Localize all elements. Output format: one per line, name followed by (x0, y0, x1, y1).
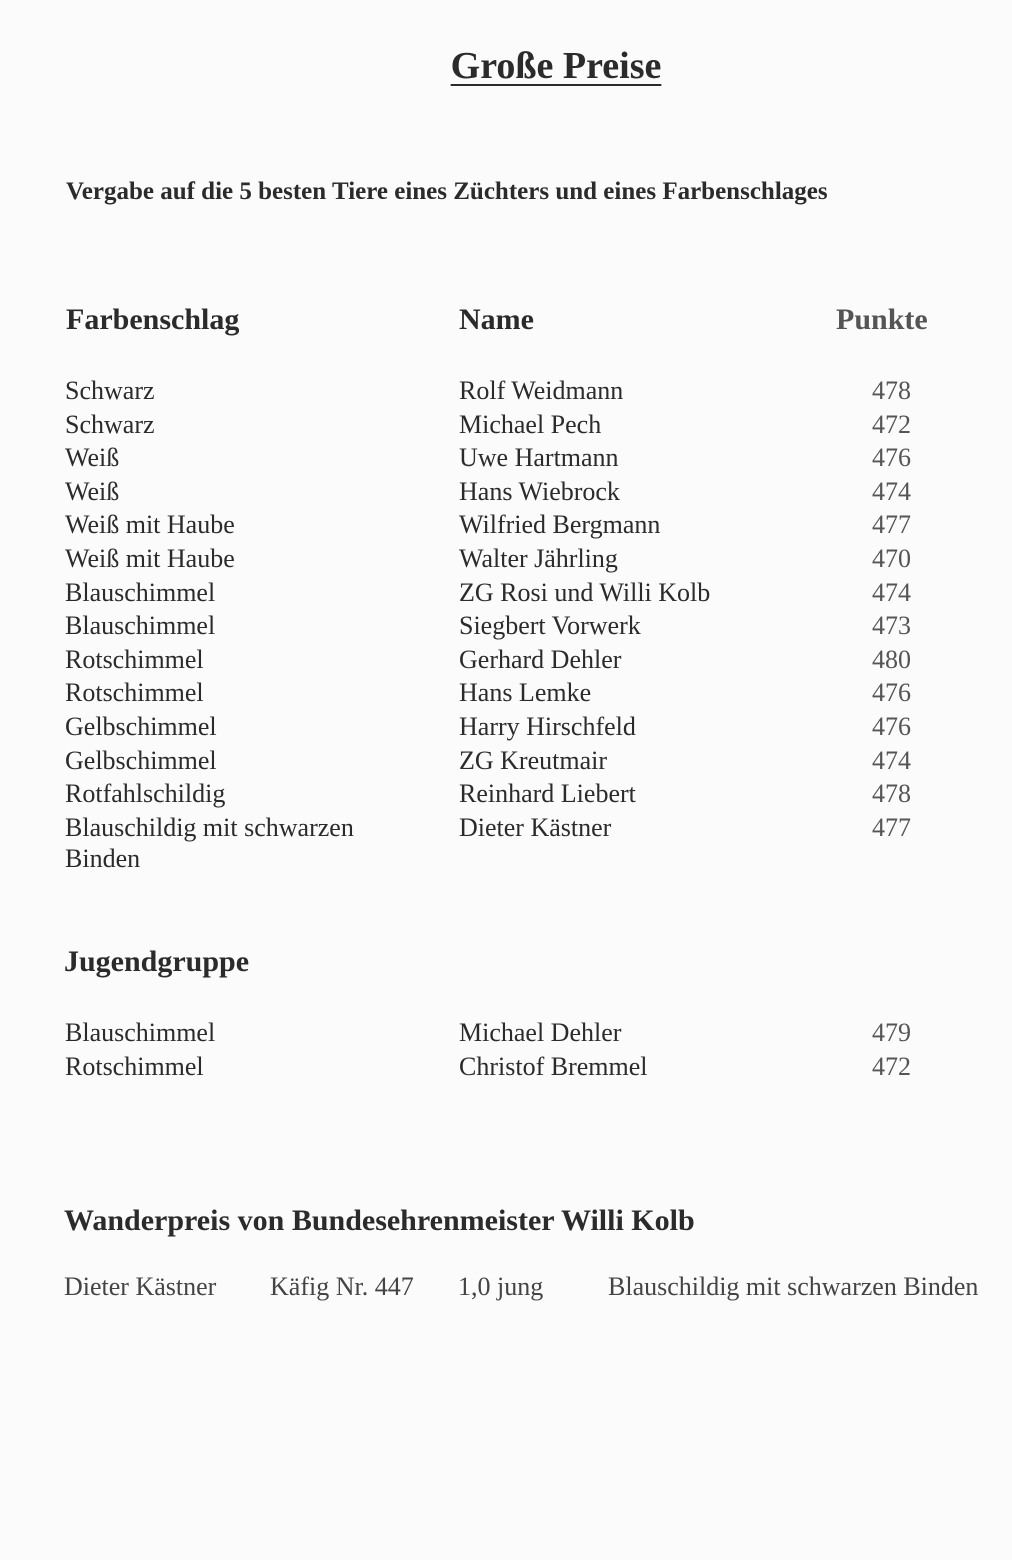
row-points: 477 (872, 510, 911, 540)
row-color: Blauschimmel (65, 577, 216, 607)
youth-heading: Jugendgruppe (64, 945, 250, 978)
trophy-winner: Dieter Kästner (64, 1272, 217, 1301)
page-title: Große Preise (450, 45, 662, 87)
row-name: Uwe Hartmann (459, 443, 619, 473)
row-color: Weiß (65, 476, 120, 506)
row-color: Weiß mit Haube (65, 544, 235, 573)
page-subtitle: Vergabe auf die 5 besten Tiere eines Züchters und eines Farbenschlages (66, 178, 828, 205)
row-color: Gelbschimmel (65, 712, 217, 741)
row-points: 476 (872, 443, 911, 473)
row-points: 472 (872, 409, 911, 439)
row-color: Rotfahlschildig (65, 779, 226, 809)
row-name: Michael Dehler (459, 1018, 622, 1047)
row-points: 474 (872, 476, 911, 506)
row-name: Dieter Kästner (459, 812, 612, 842)
trophy-class: 1,0 jung (458, 1272, 544, 1301)
row-name: Christof Bremmel (459, 1051, 648, 1081)
header-points: Punkte (836, 303, 928, 336)
row-color: Weiß mit Haube (65, 510, 235, 540)
row-name: Harry Hirschfeld (459, 712, 636, 741)
header-color: Farbenschlag (66, 303, 240, 336)
trophy-cage: Käfig Nr. 447 (270, 1272, 414, 1301)
row-name: Siegbert Vorwerk (459, 611, 641, 641)
row-points: 478 (872, 376, 911, 405)
trophy-heading: Wanderpreis von Bundesehrenmeister Willi Kolb (64, 1204, 695, 1237)
row-points: 470 (872, 544, 911, 573)
row-color: Schwarz (65, 409, 155, 439)
row-name: ZG Kreutmair (459, 745, 608, 775)
row-name: Walter Jährling (459, 544, 618, 573)
row-points: 474 (872, 745, 911, 775)
row-points: 476 (872, 678, 911, 708)
row-color: Blauschimmel (65, 611, 216, 641)
row-color: Rotschimmel (65, 678, 204, 708)
row-points: 478 (872, 779, 911, 809)
row-name: Hans Wiebrock (459, 476, 620, 506)
row-continuation: Binden (65, 844, 141, 873)
row-name: Michael Pech (459, 409, 602, 439)
row-name: Hans Lemke (459, 678, 592, 708)
row-color: Schwarz (65, 376, 155, 405)
header-name: Name (459, 303, 534, 336)
row-name: Wilfried Bergmann (459, 510, 661, 540)
row-points: 480 (872, 644, 911, 674)
row-name: Reinhard Liebert (459, 779, 636, 809)
row-points: 473 (872, 611, 911, 641)
row-color: Weiß (65, 443, 120, 473)
row-name: Gerhard Dehler (459, 644, 622, 674)
trophy-color: Blauschildig mit schwarzen Binden (608, 1272, 979, 1301)
row-name: Rolf Weidmann (459, 376, 624, 405)
row-color: Rotschimmel (65, 644, 204, 674)
row-color: Blauschildig mit schwarzen (65, 812, 354, 842)
row-color: Gelbschimmel (65, 745, 217, 775)
row-color: Blauschimmel (65, 1018, 216, 1047)
row-points: 476 (872, 712, 911, 741)
row-points: 472 (872, 1051, 911, 1081)
row-points: 477 (872, 812, 911, 842)
row-name: ZG Rosi und Willi Kolb (459, 577, 711, 607)
row-points: 479 (872, 1018, 911, 1047)
row-points: 474 (872, 577, 911, 607)
row-color: Rotschimmel (65, 1051, 204, 1081)
